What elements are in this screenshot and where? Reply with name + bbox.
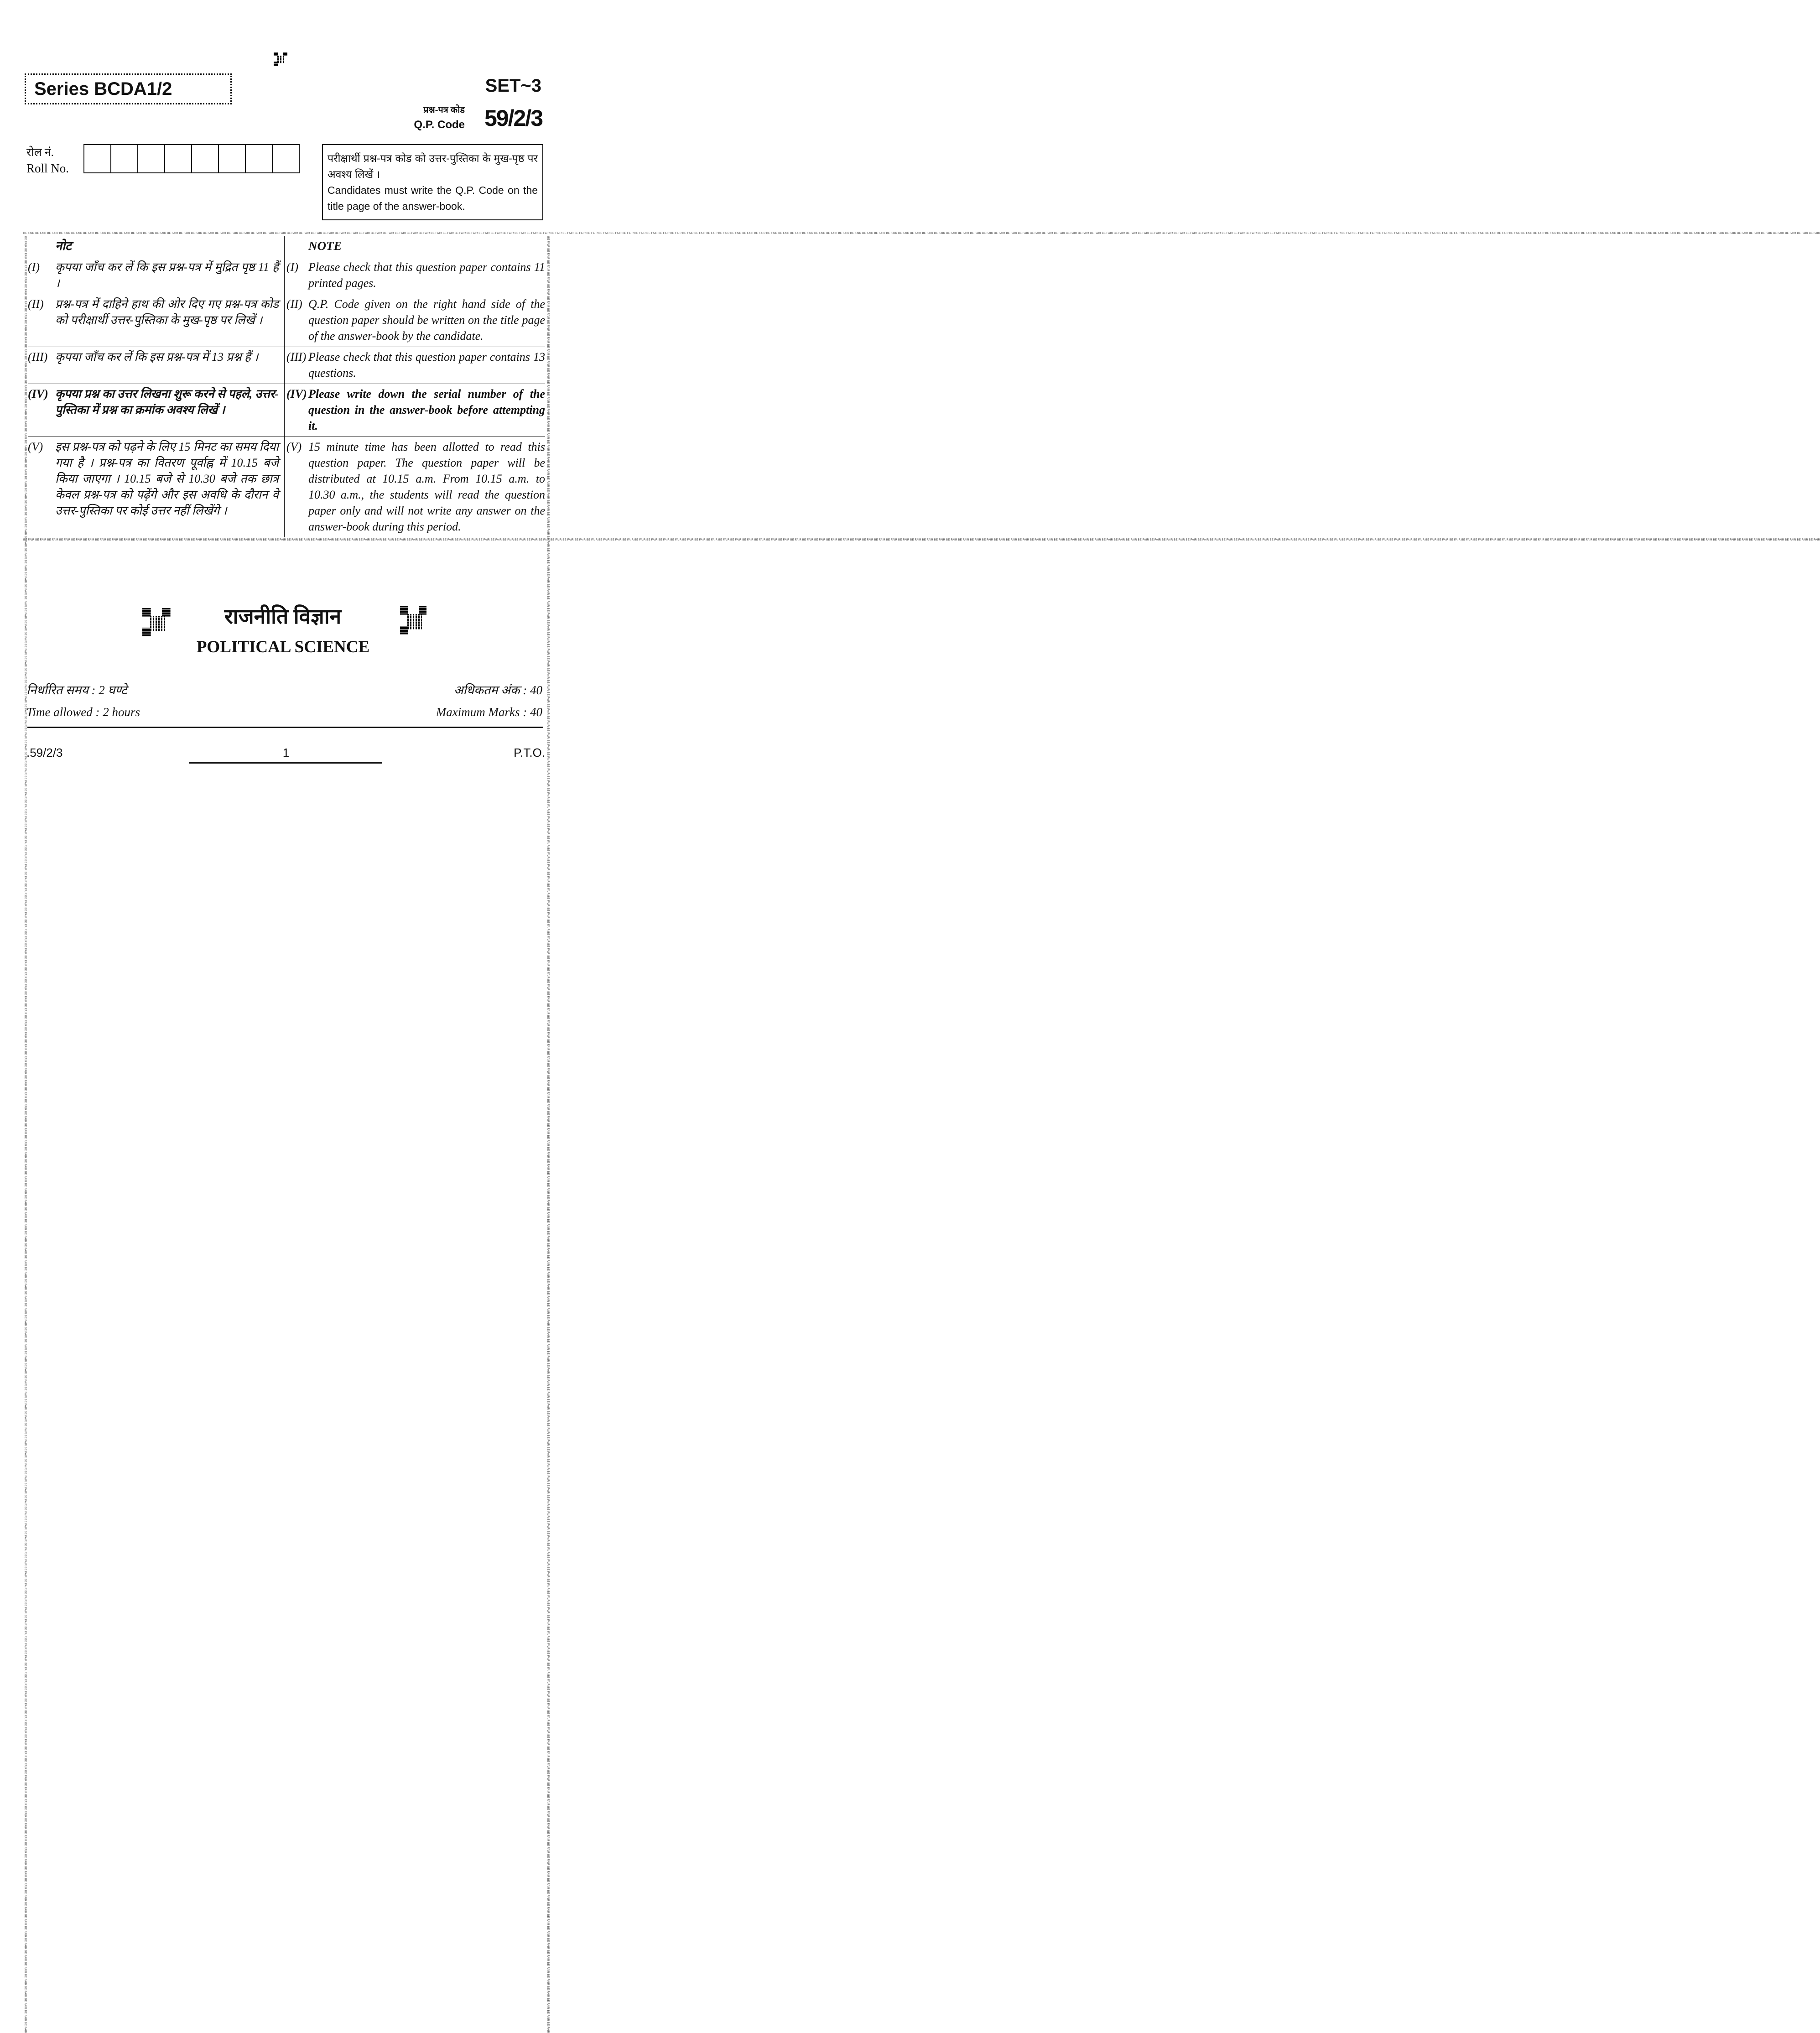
note-text: Please write down the serial number of the question in the answer-book before attempting it. bbox=[308, 387, 545, 432]
note-number-hindi: (I) bbox=[28, 260, 40, 274]
note-text: Q.P. Code given on the right hand side of the question paper should be written on the title page of the answer-book by the candidate. bbox=[308, 297, 545, 343]
note-number-hindi: (IV) bbox=[28, 387, 48, 400]
notes-rows bbox=[28, 257, 545, 537]
page-number: 1 bbox=[282, 746, 290, 759]
notes-heading-hindi: नोट bbox=[55, 239, 72, 253]
note-text-hindi: इस प्रश्न-पत्र को पढ़ने के लिए 15 मिनट का समय दिया गया है । प्रश्न-पत्र का वितरण पूर्वाह्न में 10.15 बजे किया जाएगा । 10.15 बजे से 10.30 बजे तक छात्र केवल प्रश्न-पत्र को पढ़ेंगे और इस अवधि के दौरान वे उत्तर-पुस्तिका पर कोई उत्तर नहीं लिखेंगे । bbox=[55, 440, 279, 517]
column-divider bbox=[279, 437, 285, 537]
note-row bbox=[28, 347, 545, 384]
time-allowed-hindi: निर्धारित समय : 2 घण्टे bbox=[26, 683, 127, 697]
page-number-underline bbox=[189, 762, 382, 764]
qp-code-label-hindi: प्रश्न-पत्र कोड bbox=[423, 105, 465, 115]
roll-number-box[interactable] bbox=[192, 145, 219, 172]
roll-label-hindi: रोल नं. bbox=[26, 146, 54, 159]
note-number: (III) bbox=[286, 350, 307, 364]
time-allowed: Time allowed : 2 hours bbox=[26, 705, 140, 719]
series-label: Series BCDA1/2 bbox=[25, 73, 232, 104]
max-marks: Maximum Marks : 40 bbox=[436, 705, 542, 719]
notice-hindi: परीक्षार्थी प्रश्न-पत्र कोड को उत्तर-पुस्तिका के मुख-पृष्ठ पर अवश्य लिखें । bbox=[328, 152, 538, 180]
note-text-hindi: कृपया जाँच कर लें कि इस प्रश्न-पत्र में 13 प्रश्न हैं । bbox=[55, 350, 259, 364]
watermark-border-left: BE FAIR BE FAIR BE FAIR BE FAIR BE FAIR BE FAIR BE FAIR BE FAIR BE FAIR BE FAIR BE FAIR BE FAIR BE FAIR BE FAIR BE FAIR BE FAIR BE FAIR BE FAIR BE FAIR BE FAIR BE FAIR BE FAIR BE FAIR BE FAIR BE FAIR BE FAIR BE FAIR BE FAIR BE FAIR BE FAIR BE FAIR BE FAIR BE FAIR BE FAIR BE FAIR BE FAIR BE FAIR BE FAIR BE FAIR BE FAIR BE FAIR BE FAIR BE FAIR BE FAIR BE FAIR BE FAIR BE FAIR BE FAIR BE FAIR BE FAIR BE FAIR BE FAIR BE FAIR BE FAIR BE FAIR BE FAIR BE FAIR BE FAIR BE FAIR BE FAIR BE FAIR BE FAIR BE FAIR BE FAIR BE FAIR BE FAIR BE FAIR BE FAIR BE FAIR BE FAIR BE FAIR BE FAIR BE FAIR BE FAIR BE FAIR BE FAIR BE FAIR BE FAIR BE FAIR BE FAIR BE FAIR BE FAIR BE FAIR BE FAIR BE FAIR BE FAIR BE FAIR BE FAIR BE FAIR BE FAIR BE FAIR BE FAIR BE FAIR BE FAIR BE FAIR BE FAIR BE FAIR BE FAIR BE FAIR BE FAIR BE FAIR BE FAIR BE FAIR BE FAIR BE FAIR BE FAIR BE FAIR BE FAIR BE FAIR BE FAIR BE FAIR BE FAIR BE FAIR BE FAIR BE FAIR BE FAIR BE FAIR BE FAIR BE FAIR BE FAIR BE FAIR BE FAIR BE FAIR BE FAIR BE FAIR BE FAIR BE FAIR BE FAIR BE FAIR BE FAIR BE FAIR BE FAIR BE FAIR BE FAIR BE FAIR BE FAIR BE FAIR BE FAIR BE FAIR BE FAIR BE FAIR BE FAIR BE FAIR BE FAIR BE FAIR BE FAIR BE FAIR BE FAIR BE FAIR BE FAIR bbox=[24, 236, 26, 2033]
qr-code-left bbox=[141, 607, 172, 637]
qp-code: 59/2/3 bbox=[484, 105, 542, 131]
roll-number-box[interactable] bbox=[246, 145, 273, 172]
note-text: Please check that this question paper contains 11 printed pages. bbox=[308, 260, 545, 290]
roll-number-box[interactable] bbox=[111, 145, 138, 172]
note-number-hindi: (III) bbox=[28, 350, 48, 364]
note-text: 15 minute time has been allotted to read this question paper. The question paper will be distributed at 10.15 a.m. From 10.15 a.m. to 10.30 a.m., the students will read the question paper only and will not write any answer on the answer-book during this period. bbox=[308, 440, 545, 533]
column-divider bbox=[279, 236, 285, 257]
note-number: (I) bbox=[286, 260, 298, 274]
watermark-border-right: BE FAIR BE FAIR BE FAIR BE FAIR BE FAIR BE FAIR BE FAIR BE FAIR BE FAIR BE FAIR BE FAIR BE FAIR BE FAIR BE FAIR BE FAIR BE FAIR BE FAIR BE FAIR BE FAIR BE FAIR BE FAIR BE FAIR BE FAIR BE FAIR BE FAIR BE FAIR BE FAIR BE FAIR BE FAIR BE FAIR BE FAIR BE FAIR BE FAIR BE FAIR BE FAIR BE FAIR BE FAIR BE FAIR BE FAIR BE FAIR BE FAIR BE FAIR BE FAIR BE FAIR BE FAIR BE FAIR BE FAIR BE FAIR BE FAIR BE FAIR BE FAIR BE FAIR BE FAIR BE FAIR BE FAIR BE FAIR BE FAIR BE FAIR BE FAIR BE FAIR BE FAIR BE FAIR BE FAIR BE FAIR BE FAIR BE FAIR BE FAIR BE FAIR BE FAIR BE FAIR BE FAIR BE FAIR BE FAIR BE FAIR BE FAIR BE FAIR BE FAIR BE FAIR BE FAIR BE FAIR BE FAIR BE FAIR BE FAIR BE FAIR BE FAIR BE FAIR BE FAIR BE FAIR BE FAIR BE FAIR BE FAIR BE FAIR BE FAIR BE FAIR BE FAIR BE FAIR BE FAIR BE FAIR BE FAIR BE FAIR BE FAIR BE FAIR BE FAIR BE FAIR BE FAIR BE FAIR BE FAIR BE FAIR BE FAIR BE FAIR BE FAIR BE FAIR BE FAIR BE FAIR BE FAIR BE FAIR BE FAIR BE FAIR BE FAIR BE FAIR BE FAIR BE FAIR BE FAIR BE FAIR BE FAIR BE FAIR BE FAIR BE FAIR BE FAIR BE FAIR BE FAIR BE FAIR BE FAIR BE FAIR BE FAIR BE FAIR BE FAIR BE FAIR BE FAIR BE FAIR BE FAIR BE FAIR BE FAIR BE FAIR BE FAIR BE FAIR BE FAIR BE FAIR BE FAIR BE FAIR bbox=[546, 236, 549, 2033]
note-number: (IV) bbox=[286, 387, 307, 400]
roll-number-box[interactable] bbox=[165, 145, 192, 172]
note-row bbox=[28, 437, 545, 537]
notice-english: Candidates must write the Q.P. Code on the title page of the answer-book. bbox=[328, 184, 538, 212]
qp-code-label: Q.P. Code bbox=[414, 119, 465, 131]
column-divider bbox=[279, 294, 285, 347]
qr-code-top bbox=[273, 51, 288, 67]
watermark-border-top: BE FAIR BE FAIR BE FAIR BE FAIR BE FAIR BE FAIR BE FAIR BE FAIR BE FAIR BE FAIR BE FAIR BE FAIR BE FAIR BE FAIR BE FAIR BE FAIR BE FAIR BE FAIR BE FAIR BE FAIR BE FAIR BE FAIR BE FAIR BE FAIR BE FAIR BE FAIR BE FAIR BE FAIR BE FAIR BE FAIR BE FAIR BE FAIR BE FAIR BE FAIR BE FAIR BE FAIR BE FAIR BE FAIR BE FAIR BE FAIR BE FAIR BE FAIR BE FAIR BE FAIR BE FAIR BE FAIR BE FAIR BE FAIR BE FAIR BE FAIR BE FAIR BE FAIR BE FAIR BE FAIR BE FAIR BE FAIR BE FAIR BE FAIR BE FAIR BE FAIR BE FAIR BE FAIR BE FAIR BE FAIR BE FAIR BE FAIR BE FAIR BE FAIR BE FAIR BE FAIR BE FAIR BE FAIR BE FAIR BE FAIR BE FAIR BE FAIR BE FAIR BE FAIR BE FAIR BE FAIR BE FAIR BE FAIR BE FAIR BE FAIR BE FAIR BE FAIR BE FAIR BE FAIR BE FAIR BE FAIR BE FAIR BE FAIR BE FAIR BE FAIR BE FAIR BE FAIR BE FAIR BE FAIR BE FAIR BE FAIR BE FAIR BE FAIR BE FAIR BE FAIR BE FAIR BE FAIR BE FAIR BE FAIR BE FAIR BE FAIR BE FAIR BE FAIR BE FAIR BE FAIR BE FAIR BE FAIR BE FAIR BE FAIR BE FAIR BE FAIR BE FAIR BE FAIR BE FAIR BE FAIR BE FAIR BE FAIR BE FAIR BE FAIR BE FAIR BE FAIR BE FAIR BE FAIR BE FAIR BE FAIR BE FAIR BE FAIR BE FAIR BE FAIR BE FAIR BE FAIR BE FAIR BE FAIR BE FAIR BE FAIR BE FAIR BE FAIR BE FAIR BE FAIR BE FAIR BE FAIR bbox=[23, 232, 1820, 235]
qp-code-notice-box bbox=[322, 144, 543, 220]
note-number-hindi: (II) bbox=[28, 297, 44, 311]
note-text: Please check that this question paper contains 13 questions. bbox=[308, 350, 545, 380]
column-divider bbox=[279, 257, 285, 294]
column-divider bbox=[279, 384, 285, 437]
note-number: (V) bbox=[286, 440, 302, 453]
roll-number-box[interactable] bbox=[84, 145, 111, 172]
roll-number-boxes[interactable] bbox=[83, 144, 300, 173]
note-row bbox=[28, 294, 545, 347]
note-text-hindi: प्रश्न-पत्र में दाहिने हाथ की ओर दिए गए प्रश्न-पत्र कोड को परीक्षार्थी उत्तर-पुस्तिका के मुख-पृष्ठ पर लिखें । bbox=[55, 297, 279, 327]
note-row bbox=[28, 384, 545, 437]
subject-title-hindi: राजनीति विज्ञान bbox=[224, 605, 342, 628]
pto-label: P.T.O. bbox=[514, 746, 545, 759]
header-spacer bbox=[28, 236, 55, 257]
note-number-hindi: (V) bbox=[28, 440, 43, 453]
footer-qp-code: .59/2/3 bbox=[26, 746, 63, 759]
column-divider bbox=[279, 347, 285, 384]
max-marks-hindi: अधिकतम अंक : 40 bbox=[453, 683, 542, 697]
roll-number-box[interactable] bbox=[138, 145, 165, 172]
roll-label: Roll No. bbox=[26, 161, 69, 175]
notes-heading: NOTE bbox=[308, 239, 342, 253]
note-text-hindi: कृपया प्रश्न का उत्तर लिखना शुरू करने से पहले, उत्तर-पुस्तिका में प्रश्न का क्रमांक अवश्य लिखें । bbox=[55, 387, 279, 416]
set-label: SET~3 bbox=[485, 76, 541, 96]
qr-code-right bbox=[399, 605, 427, 635]
subject-title: POLITICAL SCIENCE bbox=[196, 638, 370, 656]
notes-header-row bbox=[28, 236, 545, 257]
roll-number-box[interactable] bbox=[273, 145, 299, 172]
header-spacer bbox=[285, 236, 308, 257]
horizontal-rule bbox=[27, 727, 543, 728]
note-row bbox=[28, 257, 545, 294]
watermark-border-bottom: BE FAIR BE FAIR BE FAIR BE FAIR BE FAIR BE FAIR BE FAIR BE FAIR BE FAIR BE FAIR BE FAIR BE FAIR BE FAIR BE FAIR BE FAIR BE FAIR BE FAIR BE FAIR BE FAIR BE FAIR BE FAIR BE FAIR BE FAIR BE FAIR BE FAIR BE FAIR BE FAIR BE FAIR BE FAIR BE FAIR BE FAIR BE FAIR BE FAIR BE FAIR BE FAIR BE FAIR BE FAIR BE FAIR BE FAIR BE FAIR BE FAIR BE FAIR BE FAIR BE FAIR BE FAIR BE FAIR BE FAIR BE FAIR BE FAIR BE FAIR BE FAIR BE FAIR BE FAIR BE FAIR BE FAIR BE FAIR BE FAIR BE FAIR BE FAIR BE FAIR BE FAIR BE FAIR BE FAIR BE FAIR BE FAIR BE FAIR BE FAIR BE FAIR BE FAIR BE FAIR BE FAIR BE FAIR BE FAIR BE FAIR BE FAIR BE FAIR BE FAIR BE FAIR BE FAIR BE FAIR BE FAIR BE FAIR BE FAIR BE FAIR BE FAIR BE FAIR BE FAIR BE FAIR BE FAIR BE FAIR BE FAIR BE FAIR BE FAIR BE FAIR BE FAIR BE FAIR BE FAIR BE FAIR BE FAIR BE FAIR BE FAIR BE FAIR BE FAIR BE FAIR BE FAIR BE FAIR BE FAIR BE FAIR BE FAIR BE FAIR BE FAIR BE FAIR BE FAIR BE FAIR BE FAIR BE FAIR BE FAIR BE FAIR BE FAIR BE FAIR BE FAIR BE FAIR BE FAIR BE FAIR BE FAIR BE FAIR BE FAIR BE FAIR BE FAIR BE FAIR BE FAIR BE FAIR BE FAIR BE FAIR BE FAIR BE FAIR BE FAIR BE FAIR BE FAIR BE FAIR BE FAIR BE FAIR BE FAIR BE FAIR BE FAIR BE FAIR BE FAIR BE FAIR BE FAIR BE FAIR bbox=[23, 539, 1820, 541]
note-number: (II) bbox=[286, 297, 302, 311]
roll-number-box[interactable] bbox=[219, 145, 246, 172]
note-text-hindi: कृपया जाँच कर लें कि इस प्रश्न-पत्र में मुद्रित पृष्ठ 11 हैं । bbox=[55, 260, 279, 290]
